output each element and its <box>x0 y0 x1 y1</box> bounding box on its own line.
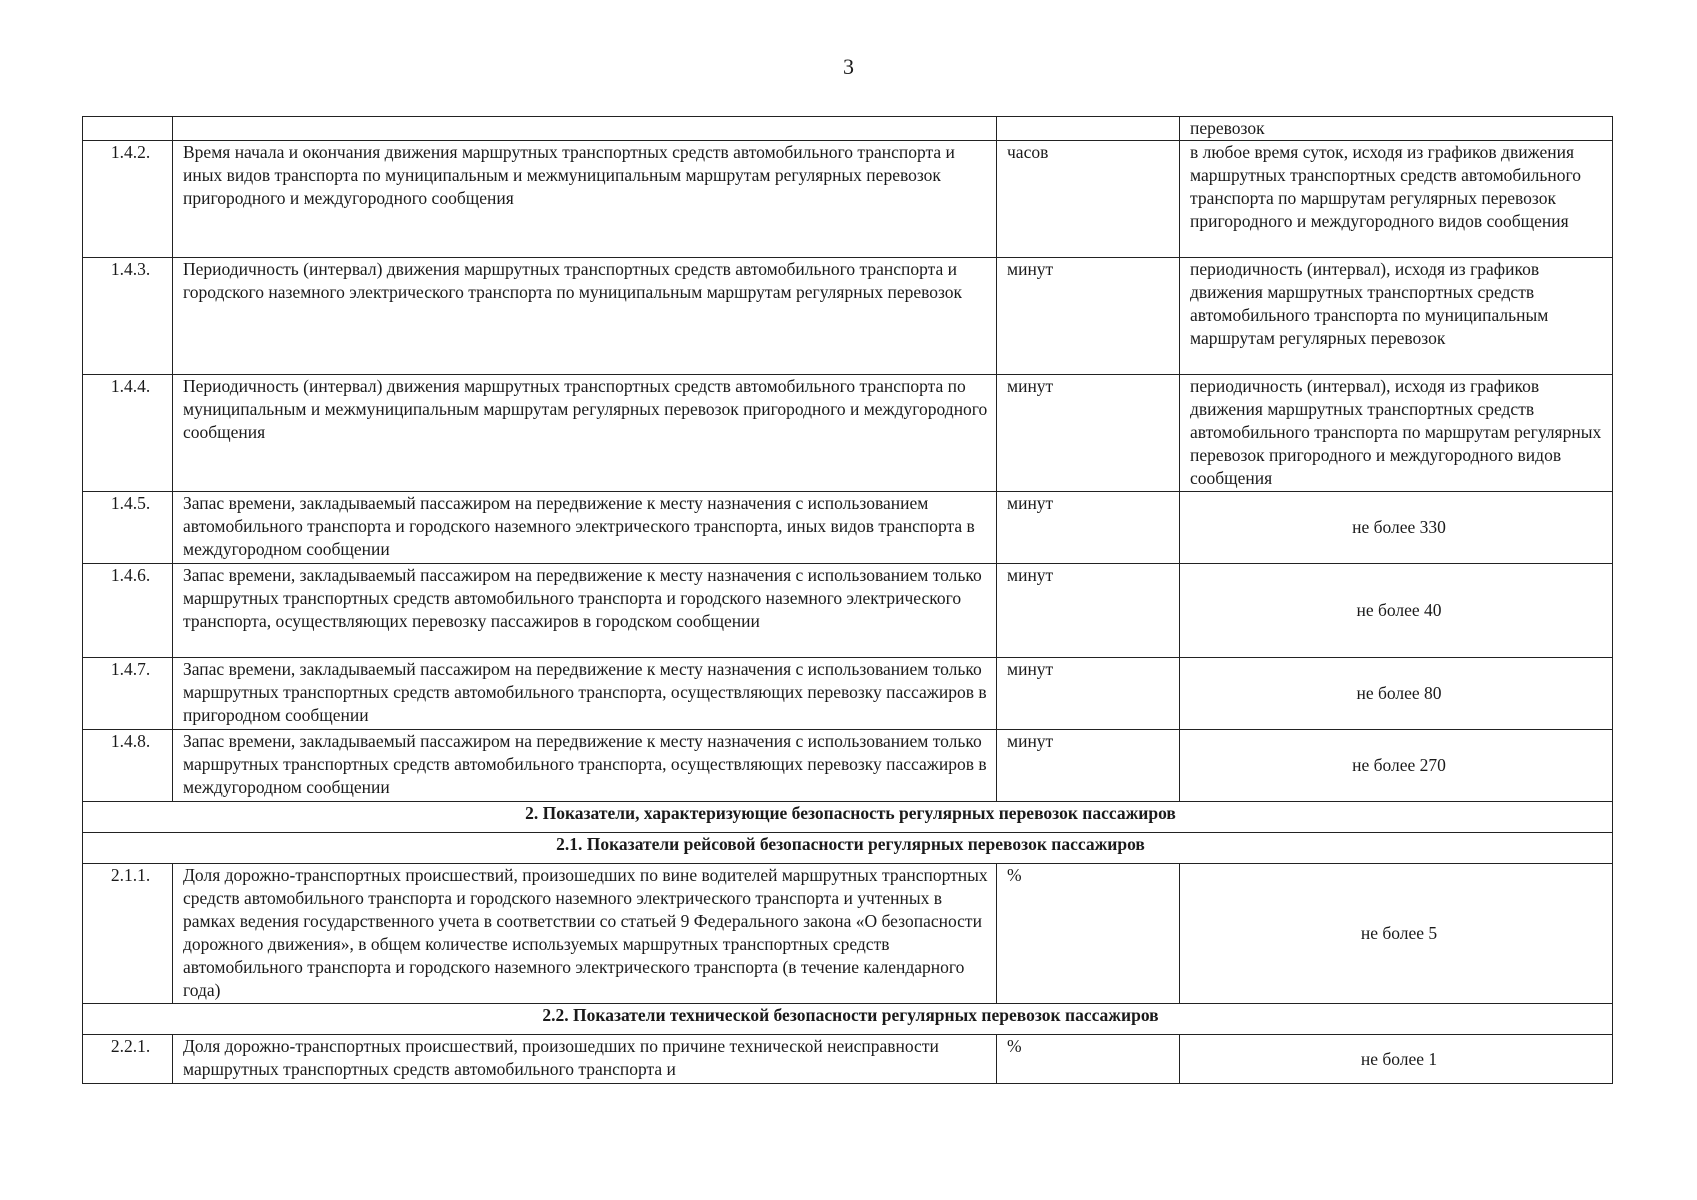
section-heading: 2.1. Показатели рейсовой безопасности регулярных перевозок пассажиров <box>83 833 1613 864</box>
row-description: Запас времени, закладываемый пассажиром на передвижение к месту назначения с использованием только маршрутных транспортных средств автомобильного транспорта и городского наземного электрического транспорта, осуществляющих перевозку пассажиров в городском сообщении <box>173 564 997 658</box>
row-unit: % <box>997 1035 1180 1084</box>
row-unit: часов <box>997 141 1180 258</box>
table-row <box>83 864 1613 1004</box>
row-number: 2.2.1. <box>83 1035 173 1084</box>
section-row <box>83 802 1613 833</box>
row-number: 1.4.4. <box>83 375 173 492</box>
table-row <box>83 658 1613 730</box>
row-value: перевозок <box>1180 117 1613 141</box>
table-row <box>83 141 1613 258</box>
row-number: 1.4.3. <box>83 258 173 375</box>
row-description: Периодичность (интервал) движения маршрутных транспортных средств автомобильного транспорта и городского наземного электрического транспорта по муниципальным маршрутам регулярных перевозок <box>173 258 997 375</box>
table-row <box>83 375 1613 492</box>
row-value: не более 40 <box>1180 564 1613 658</box>
row-number: 2.1.1. <box>83 864 173 1004</box>
row-number: 1.4.2. <box>83 141 173 258</box>
table-row <box>83 492 1613 564</box>
row-description: Доля дорожно-транспортных происшествий, произошедших по вине водителей маршрутных транспортных средств автомобильного транспорта и городского наземного электрического транспорта и учтенных в рамках ведения государственного учета в соответствии со статьей 9 Федерального закона «О безопасности дорожного движения», в общем количестве используемых маршрутных транспортных средств автомобильного транспорта и городского наземного электрического транспорта (в течение календарного года) <box>173 864 997 1004</box>
row-number: 1.4.8. <box>83 730 173 802</box>
row-value: не более 270 <box>1180 730 1613 802</box>
row-value: не более 1 <box>1180 1035 1613 1084</box>
row-number <box>83 117 173 141</box>
row-unit <box>997 117 1180 141</box>
table-row <box>83 1035 1613 1084</box>
row-description: Запас времени, закладываемый пассажиром на передвижение к месту назначения с использованием автомобильного транспорта и городского наземного электрического транспорта, иных видов транспорта в междугородном сообщении <box>173 492 997 564</box>
row-unit: минут <box>997 258 1180 375</box>
row-value: периодичность (интервал), исходя из графиков движения маршрутных транспортных средств автомобильного транспорта по маршрутам регулярных перевозок пригородного и междугородного видов сообщения <box>1180 375 1613 492</box>
row-description <box>173 117 997 141</box>
section-heading: 2. Показатели, характеризующие безопасность регулярных перевозок пассажиров <box>83 802 1613 833</box>
table-row <box>83 258 1613 375</box>
row-description: Периодичность (интервал) движения маршрутных транспортных средств автомобильного транспорта по муниципальным и межмуниципальным маршрутам регулярных перевозок пригородного и междугородного сообщения <box>173 375 997 492</box>
row-unit: минут <box>997 564 1180 658</box>
row-value: в любое время суток, исходя из графиков движения маршрутных транспортных средств автомобильного транспорта по маршрутам регулярных перевозок пригородного и междугородного видов сообщения <box>1180 141 1613 258</box>
row-unit: минут <box>997 730 1180 802</box>
section-row <box>83 833 1613 864</box>
indicators-table <box>82 116 1613 1084</box>
table-row <box>83 564 1613 658</box>
row-unit: минут <box>997 658 1180 730</box>
table-row <box>83 117 1613 141</box>
section-row <box>83 1004 1613 1035</box>
section-heading: 2.2. Показатели технической безопасности регулярных перевозок пассажиров <box>83 1004 1613 1035</box>
row-unit: минут <box>997 492 1180 564</box>
row-value: не более 330 <box>1180 492 1613 564</box>
page-number: 3 <box>843 54 854 79</box>
row-number: 1.4.7. <box>83 658 173 730</box>
row-description: Доля дорожно-транспортных происшествий, произошедших по причине технической неисправности маршрутных транспортных средств автомобильного транспорта и <box>173 1035 997 1084</box>
row-number: 1.4.5. <box>83 492 173 564</box>
row-unit: минут <box>997 375 1180 492</box>
row-description: Запас времени, закладываемый пассажиром на передвижение к месту назначения с использованием только маршрутных транспортных средств автомобильного транспорта, осуществляющих перевозку пассажиров в междугородном сообщении <box>173 730 997 802</box>
table-row <box>83 730 1613 802</box>
row-value: не более 5 <box>1180 864 1613 1004</box>
row-value: периодичность (интервал), исходя из графиков движения маршрутных транспортных средств автомобильного транспорта по муниципальным маршрутам регулярных перевозок <box>1180 258 1613 375</box>
row-description: Запас времени, закладываемый пассажиром на передвижение к месту назначения с использованием только маршрутных транспортных средств автомобильного транспорта, осуществляющих перевозку пассажиров в пригородном сообщении <box>173 658 997 730</box>
row-number: 1.4.6. <box>83 564 173 658</box>
row-value: не более 80 <box>1180 658 1613 730</box>
row-unit: % <box>997 864 1180 1004</box>
row-description: Время начала и окончания движения маршрутных транспортных средств автомобильного транспорта и иных видов транспорта по муниципальным и межмуниципальным маршрутам регулярных перевозок пригородного и междугородного сообщения <box>173 141 997 258</box>
